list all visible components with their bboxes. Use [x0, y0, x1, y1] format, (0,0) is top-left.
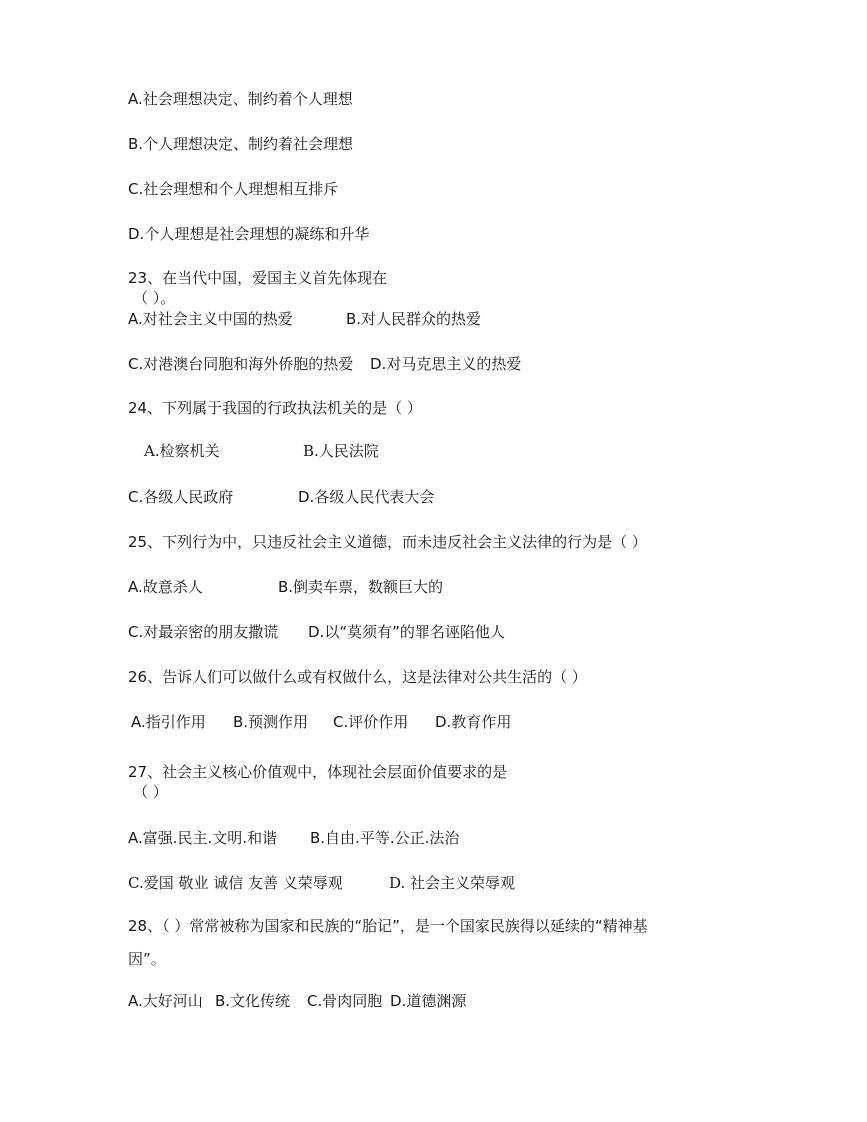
q24-options-row-2	[128, 487, 434, 507]
q25-option-d: D.以“莫须有”的罪名诬陷他人	[308, 623, 505, 641]
q26-option-a: A.指引作用	[131, 713, 206, 731]
q25-options-row-1	[128, 577, 443, 597]
q24-stem: 24、下列属于我国的行政执法机关的是（ ）	[128, 399, 422, 417]
q24-option-c: C.各级人民政府	[128, 488, 234, 506]
q27-options-row-1	[128, 828, 459, 848]
q28-stem-continued: 因”。	[128, 950, 166, 968]
q25-option-c: C.对最亲密的朋友撒谎	[128, 623, 279, 641]
q25-option-a: A.故意杀人	[128, 578, 203, 596]
q24-options-row-1	[144, 441, 379, 461]
q26-stem: 26、告诉人们可以做什么或有权做什么，这是法律对公共生活的（ ）	[128, 668, 587, 686]
q27-option-c: C.爱国 敬业 诚信 友善 义荣辱观	[128, 874, 343, 892]
q26-options-row	[131, 712, 511, 732]
q28-option-a: A.大好河山	[128, 992, 203, 1010]
q23-option-c: C.对港澳台同胞和海外侨胞的热爱	[128, 355, 354, 373]
q26-option-b: B.预测作用	[233, 713, 309, 731]
q27-option-b: B.自由.平等.公正.法治	[310, 829, 460, 847]
q23-stem: 23、在当代中国，爱国主义首先体现在	[128, 269, 388, 287]
q25-stem: 25、下列行为中，只违反社会主义道德，而未违反社会主义法律的行为是（ ）	[128, 533, 647, 551]
q28-option-d: D.道德渊源	[390, 992, 467, 1010]
q23-option-d: D.对马克思主义的热爱	[370, 355, 522, 373]
q22-option-a: A.社会理想决定、制约着个人理想	[128, 90, 353, 108]
q22-option-c: C.社会理想和个人理想相互排斥	[128, 180, 339, 198]
q25-options-row-2	[128, 622, 505, 642]
q24-option-d: D.各级人民代表大会	[298, 488, 435, 506]
q27-option-d: D. 社会主义荣辱观	[389, 874, 516, 892]
q27-blank: （ ）	[133, 783, 168, 801]
q28-stem: 28、（ ）常常被称为国家和民族的“胎记”，是一个国家民族得以延续的“精神基	[128, 917, 648, 935]
q23-blank: （ ）。	[133, 289, 176, 307]
q28-options-row	[128, 991, 466, 1011]
q23-option-b: B.对人民群众的热爱	[346, 310, 482, 328]
q23-option-a: A.对社会主义中国的热爱	[128, 310, 293, 328]
q23-options-row-1	[128, 309, 481, 329]
q28-option-b: B.文化传统	[215, 992, 291, 1010]
q28-option-c: C.骨肉同胞	[307, 992, 383, 1010]
q25-option-b: B.倒卖车票，数额巨大的	[278, 578, 444, 596]
q22-option-d: D.个人理想是社会理想的凝练和升华	[128, 225, 370, 243]
q22-option-b: B.个人理想决定、制约着社会理想	[128, 135, 354, 153]
q23-options-row-2	[128, 354, 521, 374]
q27-option-a: A.富强.民主.文明.和谐	[128, 829, 278, 847]
q24-option-b: B.人民法院	[303, 442, 379, 460]
q26-option-c: C.评价作用	[333, 713, 409, 731]
q26-option-d: D.教育作用	[435, 713, 512, 731]
q27-options-row-2	[128, 873, 515, 893]
q24-option-a: A.检察机关	[144, 442, 220, 460]
q27-stem: 27、社会主义核心价值观中，体现社会层面价值要求的是	[128, 763, 508, 781]
